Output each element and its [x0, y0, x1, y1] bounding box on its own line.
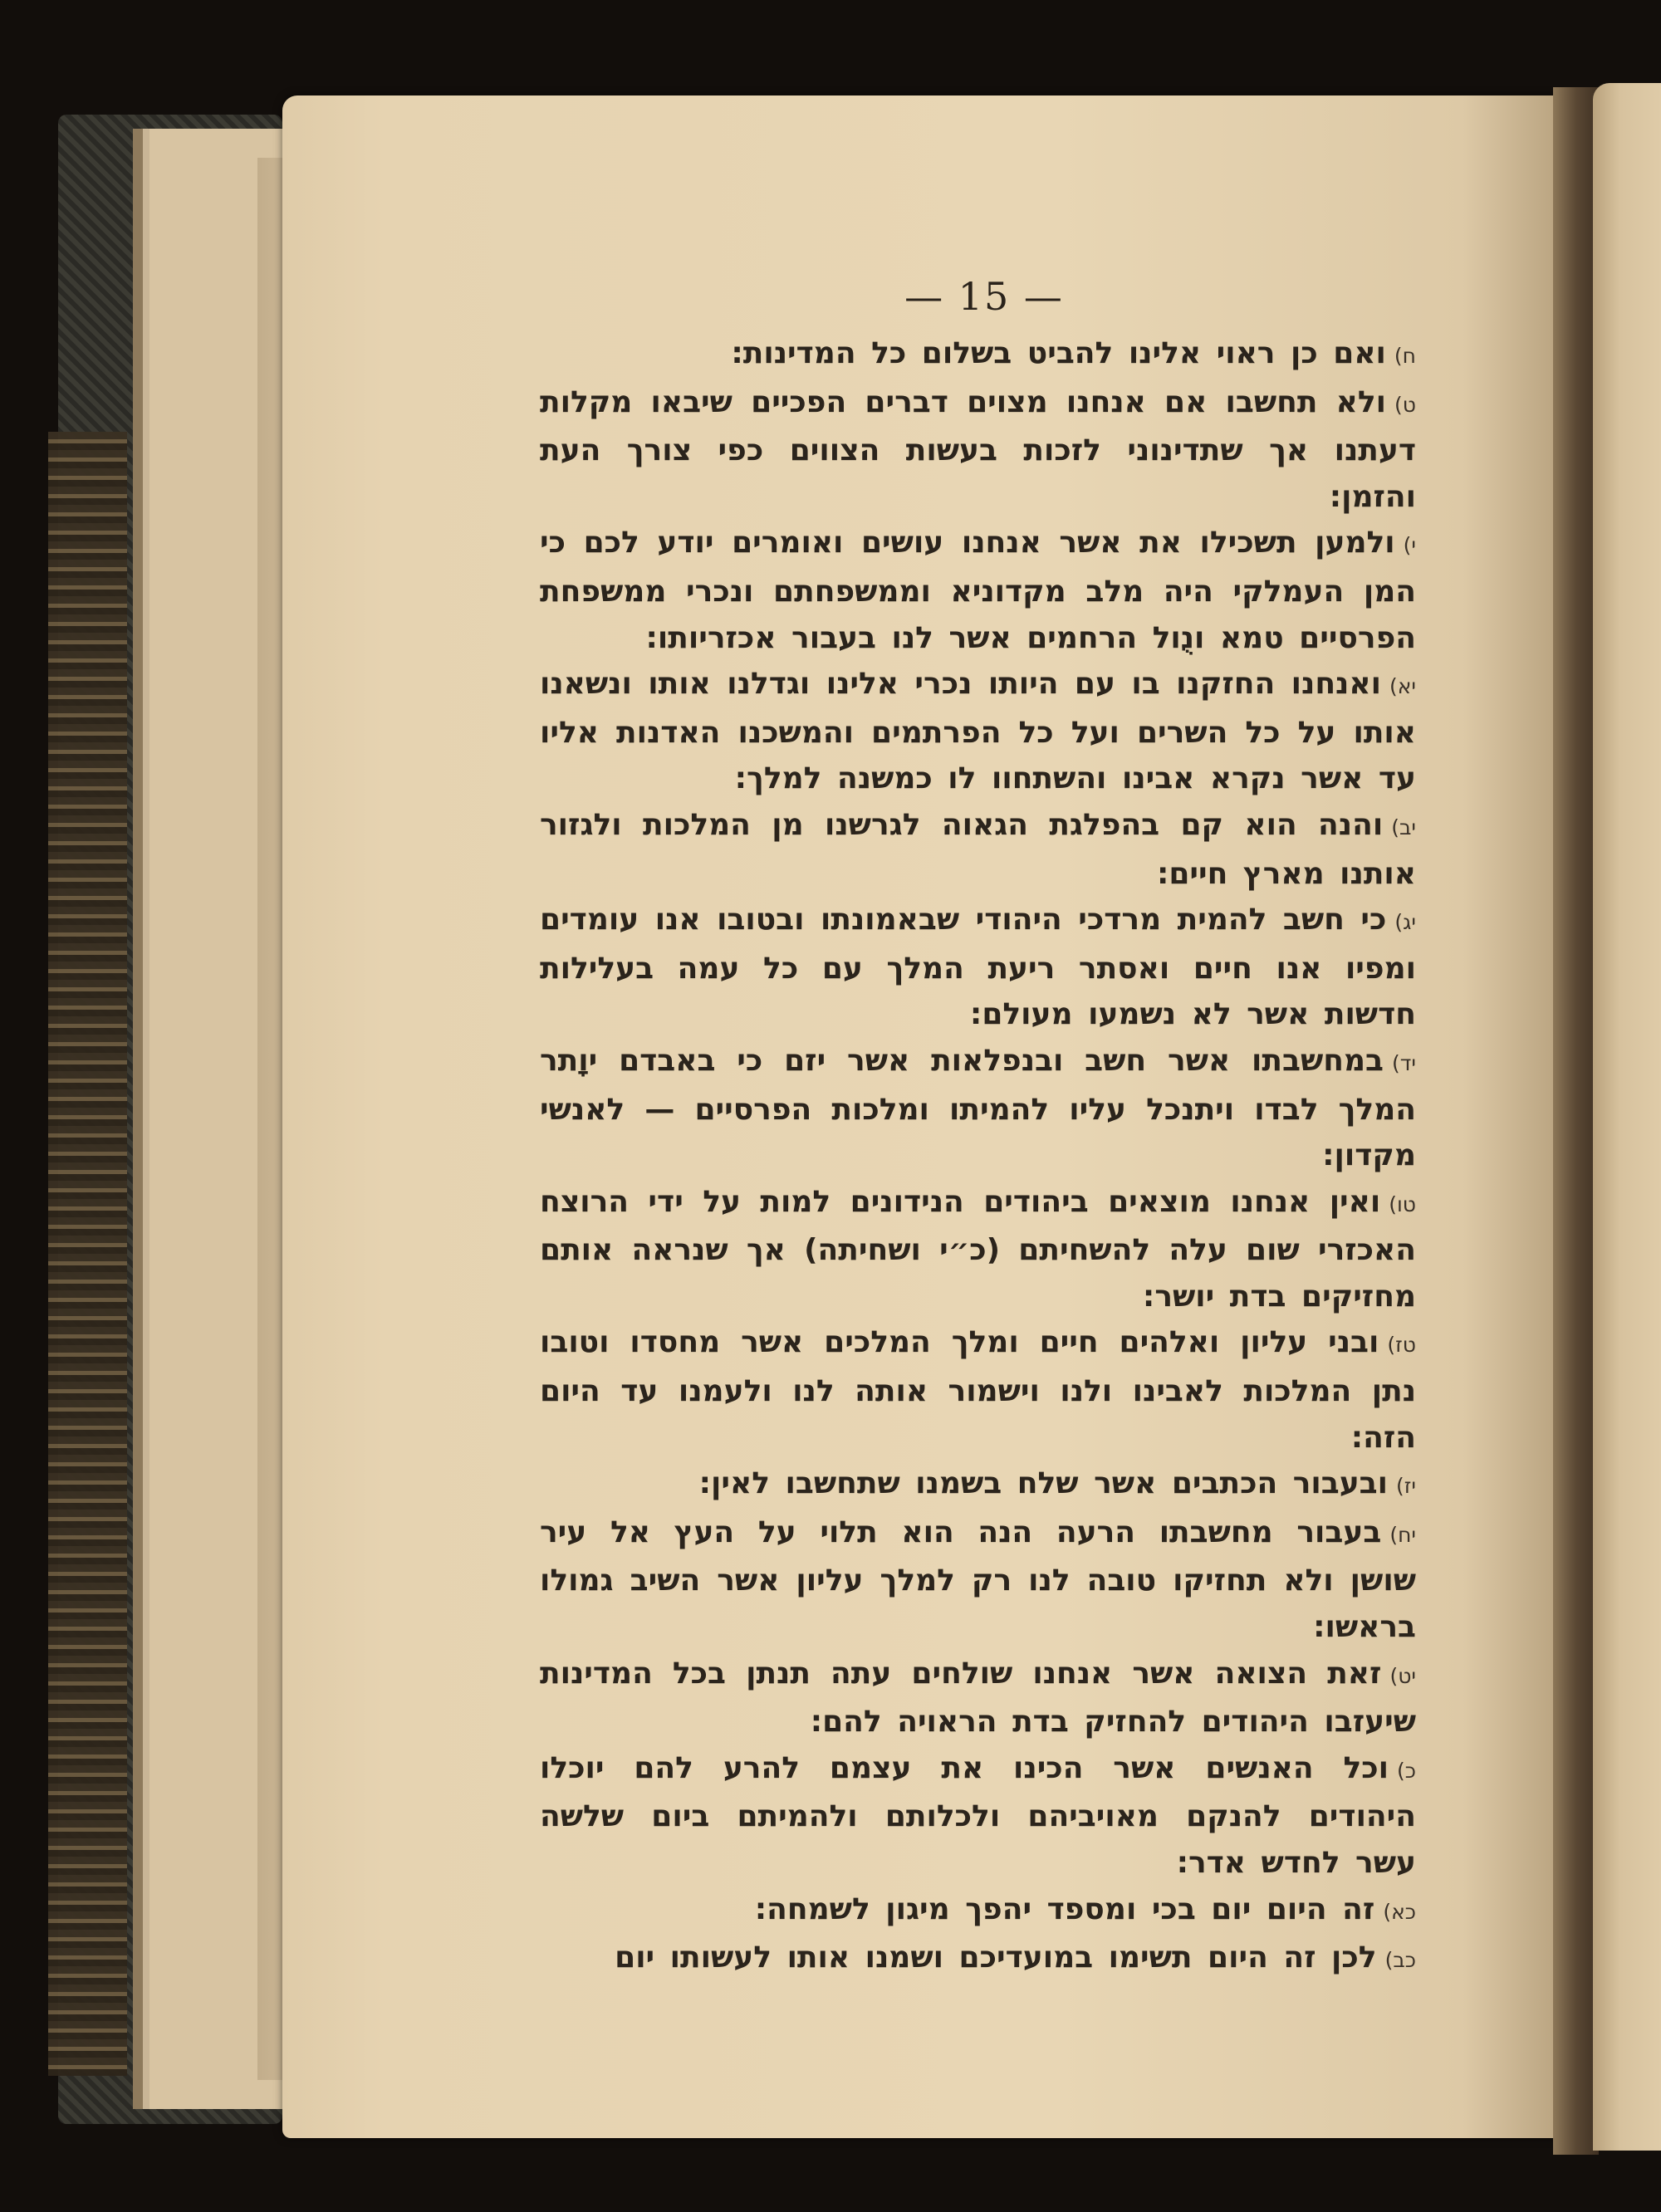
facing-page-edge	[1593, 83, 1661, 2151]
verse	[540, 330, 1416, 379]
verse-text: במחשבתו אשר חשב ובנפלאות אשר יזם כי באבדם יוָתר המלך לבדו ויתנכל עליו להמיתו ומלכות הפרסיים — לאנשי מקדון:	[540, 1043, 1416, 1173]
verse-text: ובעבור הכתבים אשר שלח בשמנו שתחשבו לאין:	[698, 1466, 1388, 1501]
verse-text: זה היום יום בכי ומספד יהפך מיגון לשמחה:	[754, 1891, 1375, 1926]
verse	[540, 1745, 1416, 1887]
verse	[540, 1935, 1416, 1984]
verse-number: כא)	[1383, 1899, 1416, 1924]
verse-number: טו)	[1389, 1192, 1416, 1216]
verse-number: י)	[1403, 533, 1416, 558]
verse-number: ח)	[1394, 344, 1416, 368]
book-gutter	[1553, 87, 1599, 2155]
verse-text: כי חשב להמית מרדכי היהודי שבאמונתו ובטובו אנו עומדים ומפיו אנו חיים ואסתר ריעת המלך עם כל עמה בעלילות חדשות אשר לא נשמעו מעולם:	[540, 903, 1416, 1032]
verse	[540, 379, 1416, 521]
verse	[540, 1887, 1416, 1936]
verse	[540, 802, 1416, 897]
verse-text: ובני עליון ואלהים חיים ומלך המלכים אשר מחסדו וטובו נתן המלכות לאבינו ולנו וישמור אותה לנו ולעמנו עד היום הזה:	[540, 1325, 1416, 1455]
verse	[540, 661, 1416, 802]
verse	[540, 1510, 1416, 1651]
verse	[540, 1319, 1416, 1461]
verse	[540, 1038, 1416, 1179]
verse-text: זאת הצואה אשר אנחנו שולחים עתה תנתן בכל המדינות שיעזבו היהודים להחזיק בדת הראויה להם:	[540, 1656, 1416, 1740]
book-spine	[48, 432, 127, 2076]
verse-text: ולא תחשבו אם אנחנו מצוים דברים הפכיים שיבאו מקלות דעתנו אך שתדינוני לזכות בעשות הצווים כפי צורך העת והזמן:	[540, 384, 1416, 514]
page-text	[540, 330, 1416, 1984]
verse-number: יז)	[1396, 1474, 1416, 1499]
verse-text: ואם כן ראוי אלינו להביט בשלום כל המדינות:	[731, 336, 1386, 370]
verse-number: יב)	[1391, 815, 1416, 839]
verse-number: יא)	[1389, 674, 1416, 699]
verse	[540, 897, 1416, 1038]
verse	[540, 1651, 1416, 1745]
page-number: — 15 —	[904, 274, 1064, 319]
verse-text: ואין אנחנו מוצאים ביהודים הנידונים למות על ידי הרוצח האכזרי שום עלה להשחיתם (כ״י ושחיתה) אך שנראה אותם מחזיקים בדת יושר:	[540, 1184, 1416, 1314]
verse-text: ולמען תשכילו את אשר אנחנו עושים ואומרים יודע לכם כי המן העמלקי היה מלב מקדוניא וממשפחתם ונכרי ממשפחת הפרסיים טמא ונֻול הרחמים אשר לנו בעבור אכזריותו:	[540, 526, 1416, 655]
verse-number: כ)	[1397, 1758, 1416, 1783]
verse-number: יג)	[1394, 910, 1416, 935]
verse	[540, 520, 1416, 661]
verse-number: יח)	[1389, 1522, 1416, 1547]
verse-text: ואנחנו החזקנו בו עם היותו נכרי אלינו וגדלנו אותו ונשאנו אותו על כל השרים ועל כל הפרתמים והמשכנו האדנות אליו עד אשר נקרא אבינו והשתחוו לו כמשנה למלך:	[540, 667, 1416, 796]
verse-number: ט)	[1394, 392, 1416, 417]
verse-number: יט)	[1389, 1663, 1416, 1688]
verse-text: והנה הוא קם בהפלגת הגאוה לגרשנו מן המלכות ולגזור אותנו מארץ חיים:	[540, 807, 1416, 891]
verse-text: לכן זה היום תשימו במועדיכם ושמנו אותו לעשותו יום	[615, 1940, 1377, 1975]
verse-number: טז)	[1387, 1333, 1416, 1358]
verse	[540, 1461, 1416, 1510]
verse-number: כב)	[1384, 1948, 1416, 1973]
verse-text: בעבור מחשבתו הרעה הנה הוא תלוי על העץ אל עיר שושן ולא תחזיקו טובה לנו רק למלך עליון אשר השיב גמולו בראשו:	[540, 1515, 1416, 1645]
verse	[540, 1179, 1416, 1320]
verse-number: יד)	[1392, 1050, 1416, 1075]
verse-text: וכל האנשים אשר הכינו את עצמם להרע להם יוכלו היהודים להנקם מאויביהם ולכלותם ולהמיתם ביום שלשה עשר לחדש אדר:	[540, 1750, 1416, 1880]
